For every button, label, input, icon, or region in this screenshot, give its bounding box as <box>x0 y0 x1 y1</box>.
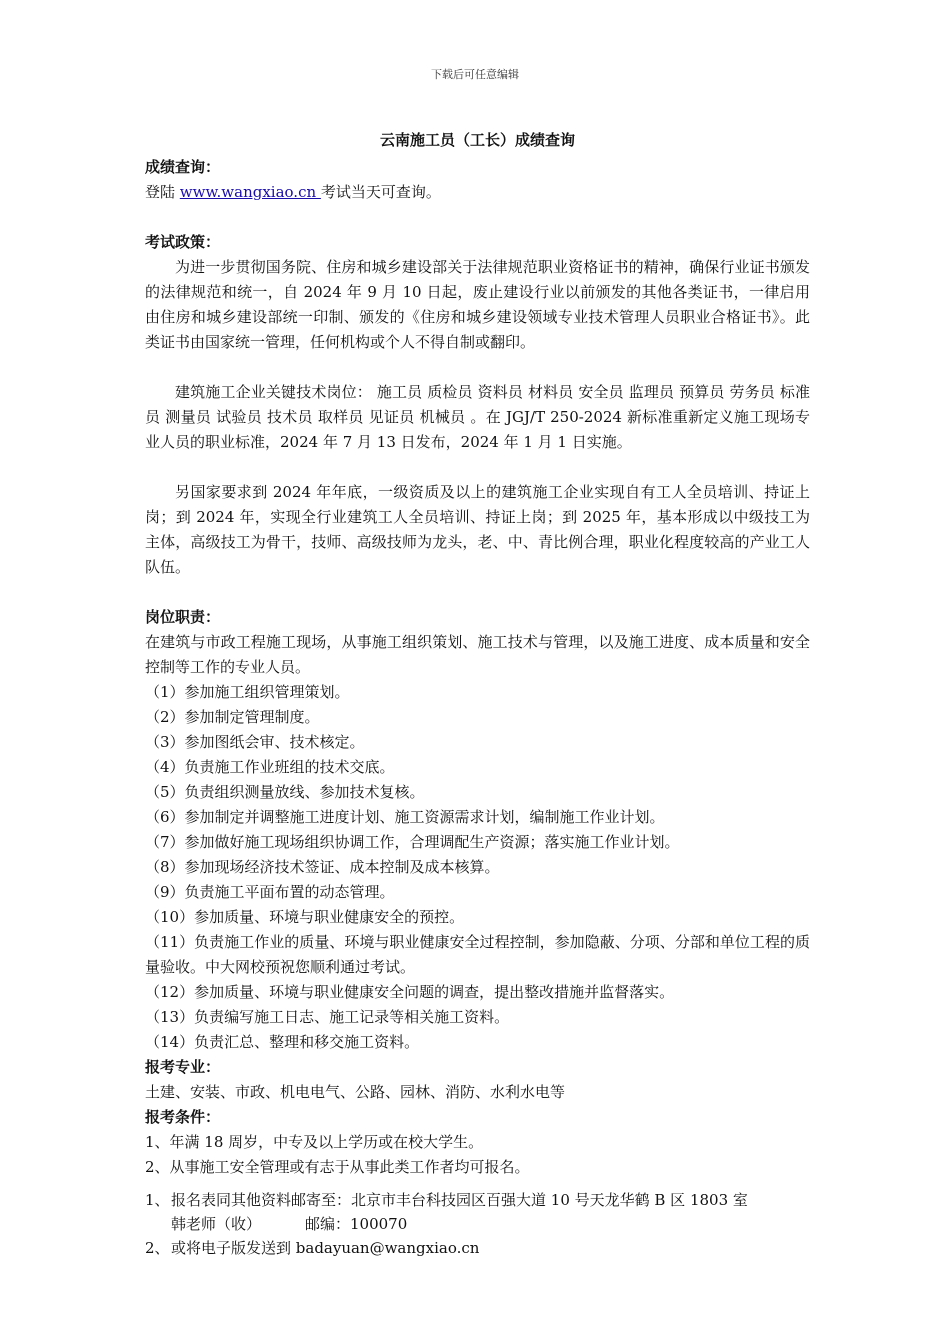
duty-item: （9）负责施工平面布置的动态管理。 <box>145 883 395 901</box>
duty-item: （2）参加制定管理制度。 <box>145 708 320 726</box>
score-query-heading: 成绩查询： <box>145 158 221 176</box>
mailing-contact: 韩老师（收） <box>171 1215 262 1233</box>
duties-heading: 岗位职责： <box>145 608 221 626</box>
mailing-zip: 邮编：100070 <box>305 1215 408 1233</box>
spacer <box>145 580 810 605</box>
duty-item: （6）参加制定并调整施工进度计划、施工资源需求计划，编制施工作业计划。 <box>145 808 665 826</box>
wangxiao-link[interactable]: www.wangxiao.cn <box>179 183 321 201</box>
duty-item: （8）参加现场经济技术签证、成本控制及成本核算。 <box>145 858 500 876</box>
spacer <box>145 455 810 480</box>
document-title: 云南施工员（工长）成绩查询 <box>379 131 575 149</box>
duties-list <box>145 680 810 1055</box>
spacer <box>145 355 810 380</box>
score-query-suffix: 考试当天可查询。 <box>320 183 441 201</box>
mailing-item-body <box>171 1188 810 1236</box>
majors-heading: 报考专业： <box>145 1058 221 1076</box>
duty-item: （5）负责组织测量放线、参加技术复核。 <box>145 783 425 801</box>
mailing-item-1 <box>145 1188 810 1236</box>
duties-intro: 在建筑与市政工程施工现场，从事施工组织策划、施工技术与管理，以及施工进度、成本质量和安全控制等工作的专业人员。 <box>145 633 810 676</box>
mailing-list <box>145 1188 810 1261</box>
duty-item: （3）参加图纸会审、技术核定。 <box>145 733 365 751</box>
score-query-text <box>145 180 810 205</box>
duty-item: （10）参加质量、环境与职业健康安全的预控。 <box>145 908 465 926</box>
mailing-email-text: 或将电子版发送到 badayuan@wangxiao.cn <box>171 1239 480 1257</box>
duty-item: （11）负责施工作业的质量、环境与职业健康安全过程控制，参加隐蔽、分项、分部和单位工程的质量验收。中大网校预祝您顺利通过考试。 <box>145 933 810 976</box>
mailing-address: 报名表同其他资料邮寄至：北京市丰台科技园区百强大道 10 号天龙华鹤 B 区 1803 室 <box>171 1191 748 1209</box>
mailing-item-number: 1、 <box>145 1191 170 1209</box>
majors-text: 土建、安装、市政、机电电气、公路、园林、消防、水利水电等 <box>145 1083 566 1101</box>
mailing-contact-row <box>171 1212 810 1236</box>
spacer <box>145 205 810 230</box>
duty-item: （4）负责施工作业班组的技术交底。 <box>145 758 395 776</box>
duty-item: （7）参加做好施工现场组织协调工作，合理调配生产资源；落实施工作业计划。 <box>145 833 680 851</box>
policy-paragraph-1: 为进一步贯彻国务院、住房和城乡建设部关于法律规范职业资格证书的精神，确保行业证书颁发的法律规范和统一，自 2024 年 9 月 10 日起，废止建设行业以前颁发的其他各类证书，一律启用由住房和城乡建设部统一印制、颁发的《住房和城乡建设领域专业技术管理人员职业合格证书》。此类证书由国家统一管理，任何机构或个人不得自制或翻印。 <box>145 258 810 351</box>
document-body <box>145 128 810 1261</box>
duty-item: （14）负责汇总、整理和移交施工资料。 <box>145 1033 420 1051</box>
spacer <box>145 1180 810 1188</box>
mailing-item-body <box>171 1236 810 1261</box>
score-query-prefix: 登陆 <box>145 183 180 201</box>
duty-item: （13）负责编写施工日志、施工记录等相关施工资料。 <box>145 1008 510 1026</box>
duty-item: （1）参加施工组织管理策划。 <box>145 683 350 701</box>
policy-heading: 考试政策： <box>145 233 221 251</box>
conditions-heading: 报考条件： <box>145 1108 221 1126</box>
page-header-note: 下载后可任意编辑 <box>431 68 519 81</box>
duty-item: （12）参加质量、环境与职业健康安全问题的调查，提出整改措施并监督落实。 <box>145 983 675 1001</box>
policy-paragraph-3: 另国家要求到 2024 年年底，一级资质及以上的建筑施工企业实现自有工人全员培训、持证上岗；到 2024 年，实现全行业建筑工人全员培训、持证上岗；到 2025 年，基本形成以中级技工为主体，高级技工为骨干，技师、高级技师为龙头，老、中、青比例合理，职业化程度较高的产业工人队伍。 <box>145 483 810 576</box>
condition-item: 2、从事施工安全管理或有志于从事此类工作者均可报名。 <box>145 1158 530 1176</box>
policy-paragraph-2: 建筑施工企业关键技术岗位： 施工员 质检员 资料员 材料员 安全员 监理员 预算员 劳务员 标准员 测量员 试验员 技术员 取样员 见证员 机械员 。在 JGJ/T 250-2024 新标准重新定义施工现场专业人员的职业标准，2024 年 7 月 13 日发布，2024 年 1 月 1 日实施。 <box>145 383 810 451</box>
condition-item: 1、年满 18 周岁，中专及以上学历或在校大学生。 <box>145 1133 484 1151</box>
mailing-item-2 <box>145 1236 810 1261</box>
mailing-item-number: 2、 <box>145 1239 170 1257</box>
